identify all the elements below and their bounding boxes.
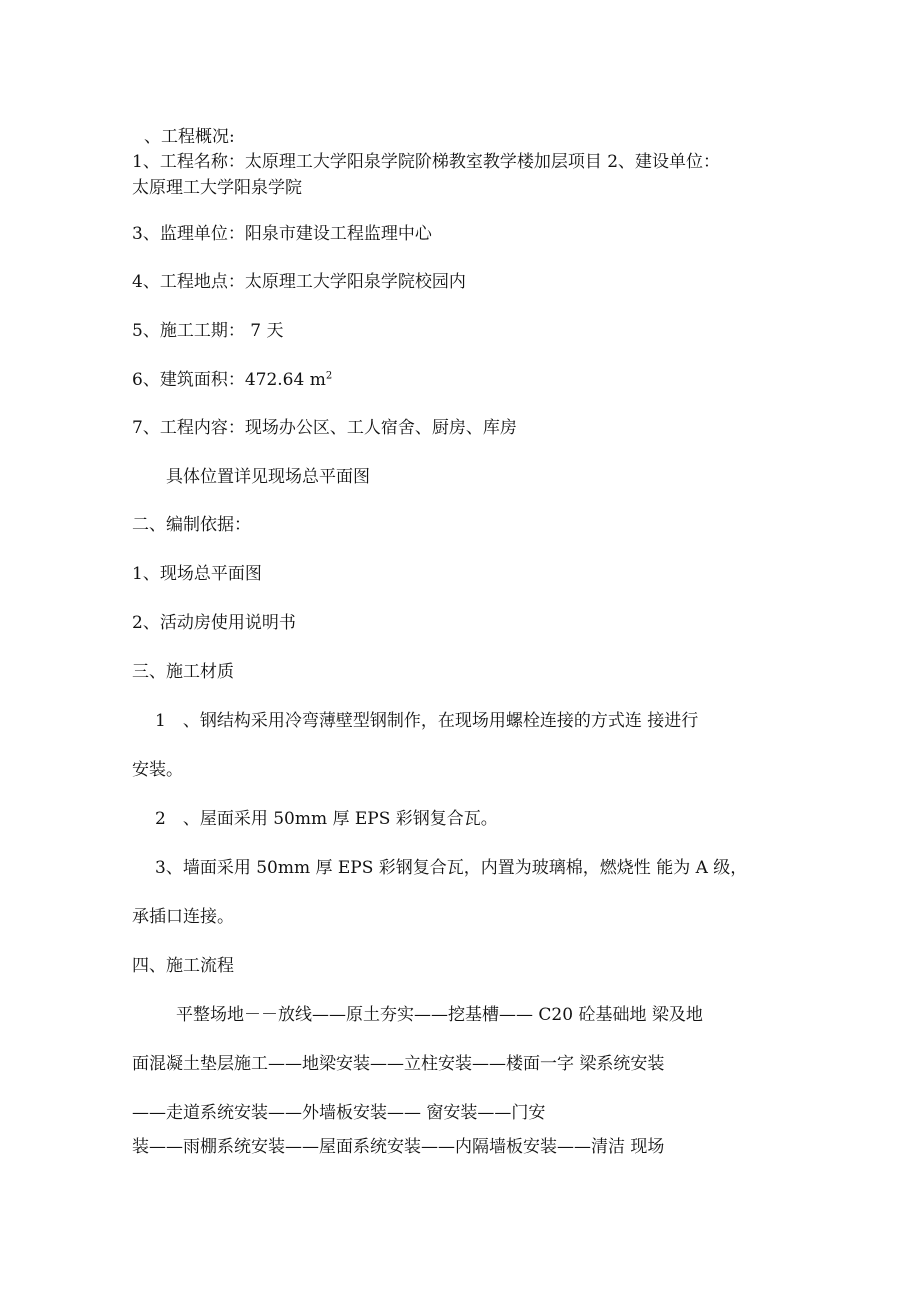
overview-item-5: 5、施工工期： 7 天 — [132, 321, 284, 341]
basis-item-1: 1、现场总平面图 — [132, 564, 262, 584]
overview-item-6 — [132, 369, 332, 391]
materials-item-3-line-1: 3、墙面采用 50mm 厚 EPS 彩钢复合瓦，内置为玻璃棉，燃烧性 能为 A 级， — [155, 858, 748, 878]
overview-heading: 、工程概况: — [144, 127, 235, 147]
materials-heading: 三、施工材质 — [132, 662, 234, 682]
overview-item-2-continued: 太原理工大学阳泉学院 — [132, 178, 302, 198]
overview-item-7: 7、工程内容：现场办公区、工人宿舍、厨房、库房 — [132, 418, 517, 438]
materials-item-2: 2 、屋面采用 50mm 厚 EPS 彩钢复合瓦。 — [155, 809, 498, 829]
basis-heading: 二、编制依据： — [132, 515, 251, 535]
overview-item-1-2: 1、工程名称：太原理工大学阳泉学院阶梯教室教学楼加层项目 2、建设单位： — [132, 152, 721, 172]
process-line-1: 平整场地－－放线——原土夯实——挖基槽—— C20 砼基础地 梁及地 — [176, 1005, 703, 1025]
materials-item-1-line-2: 安装。 — [132, 760, 183, 780]
overview-item-6-superscript: 2 — [325, 370, 333, 382]
materials-item-3-line-2: 承插口连接。 — [132, 907, 234, 927]
process-line-4: 装——雨棚系统安装——屋面系统安装——内隔墙板安装——清洁 现场 — [132, 1137, 665, 1157]
process-heading: 四、施工流程 — [132, 956, 234, 976]
overview-item-6-text: 6、建筑面积：472.64 m — [132, 370, 326, 390]
overview-item-3: 3、监理单位：阳泉市建设工程监理中心 — [132, 224, 432, 244]
basis-item-2: 2、活动房使用说明书 — [132, 613, 296, 633]
overview-note: 具体位置详见现场总平面图 — [166, 467, 370, 487]
materials-item-1-line-1: 1 、钢结构采用冷弯薄壁型钢制作，在现场用螺栓连接的方式连 接进行 — [155, 711, 699, 731]
overview-item-4: 4、工程地点：太原理工大学阳泉学院校园内 — [132, 272, 466, 292]
process-line-3: ——走道系统安装——外墙板安装—— 窗安装——门安 — [132, 1103, 546, 1123]
process-line-2: 面混凝土垫层施工——地梁安装——立柱安装——楼面一字 梁系统安装 — [132, 1054, 665, 1074]
